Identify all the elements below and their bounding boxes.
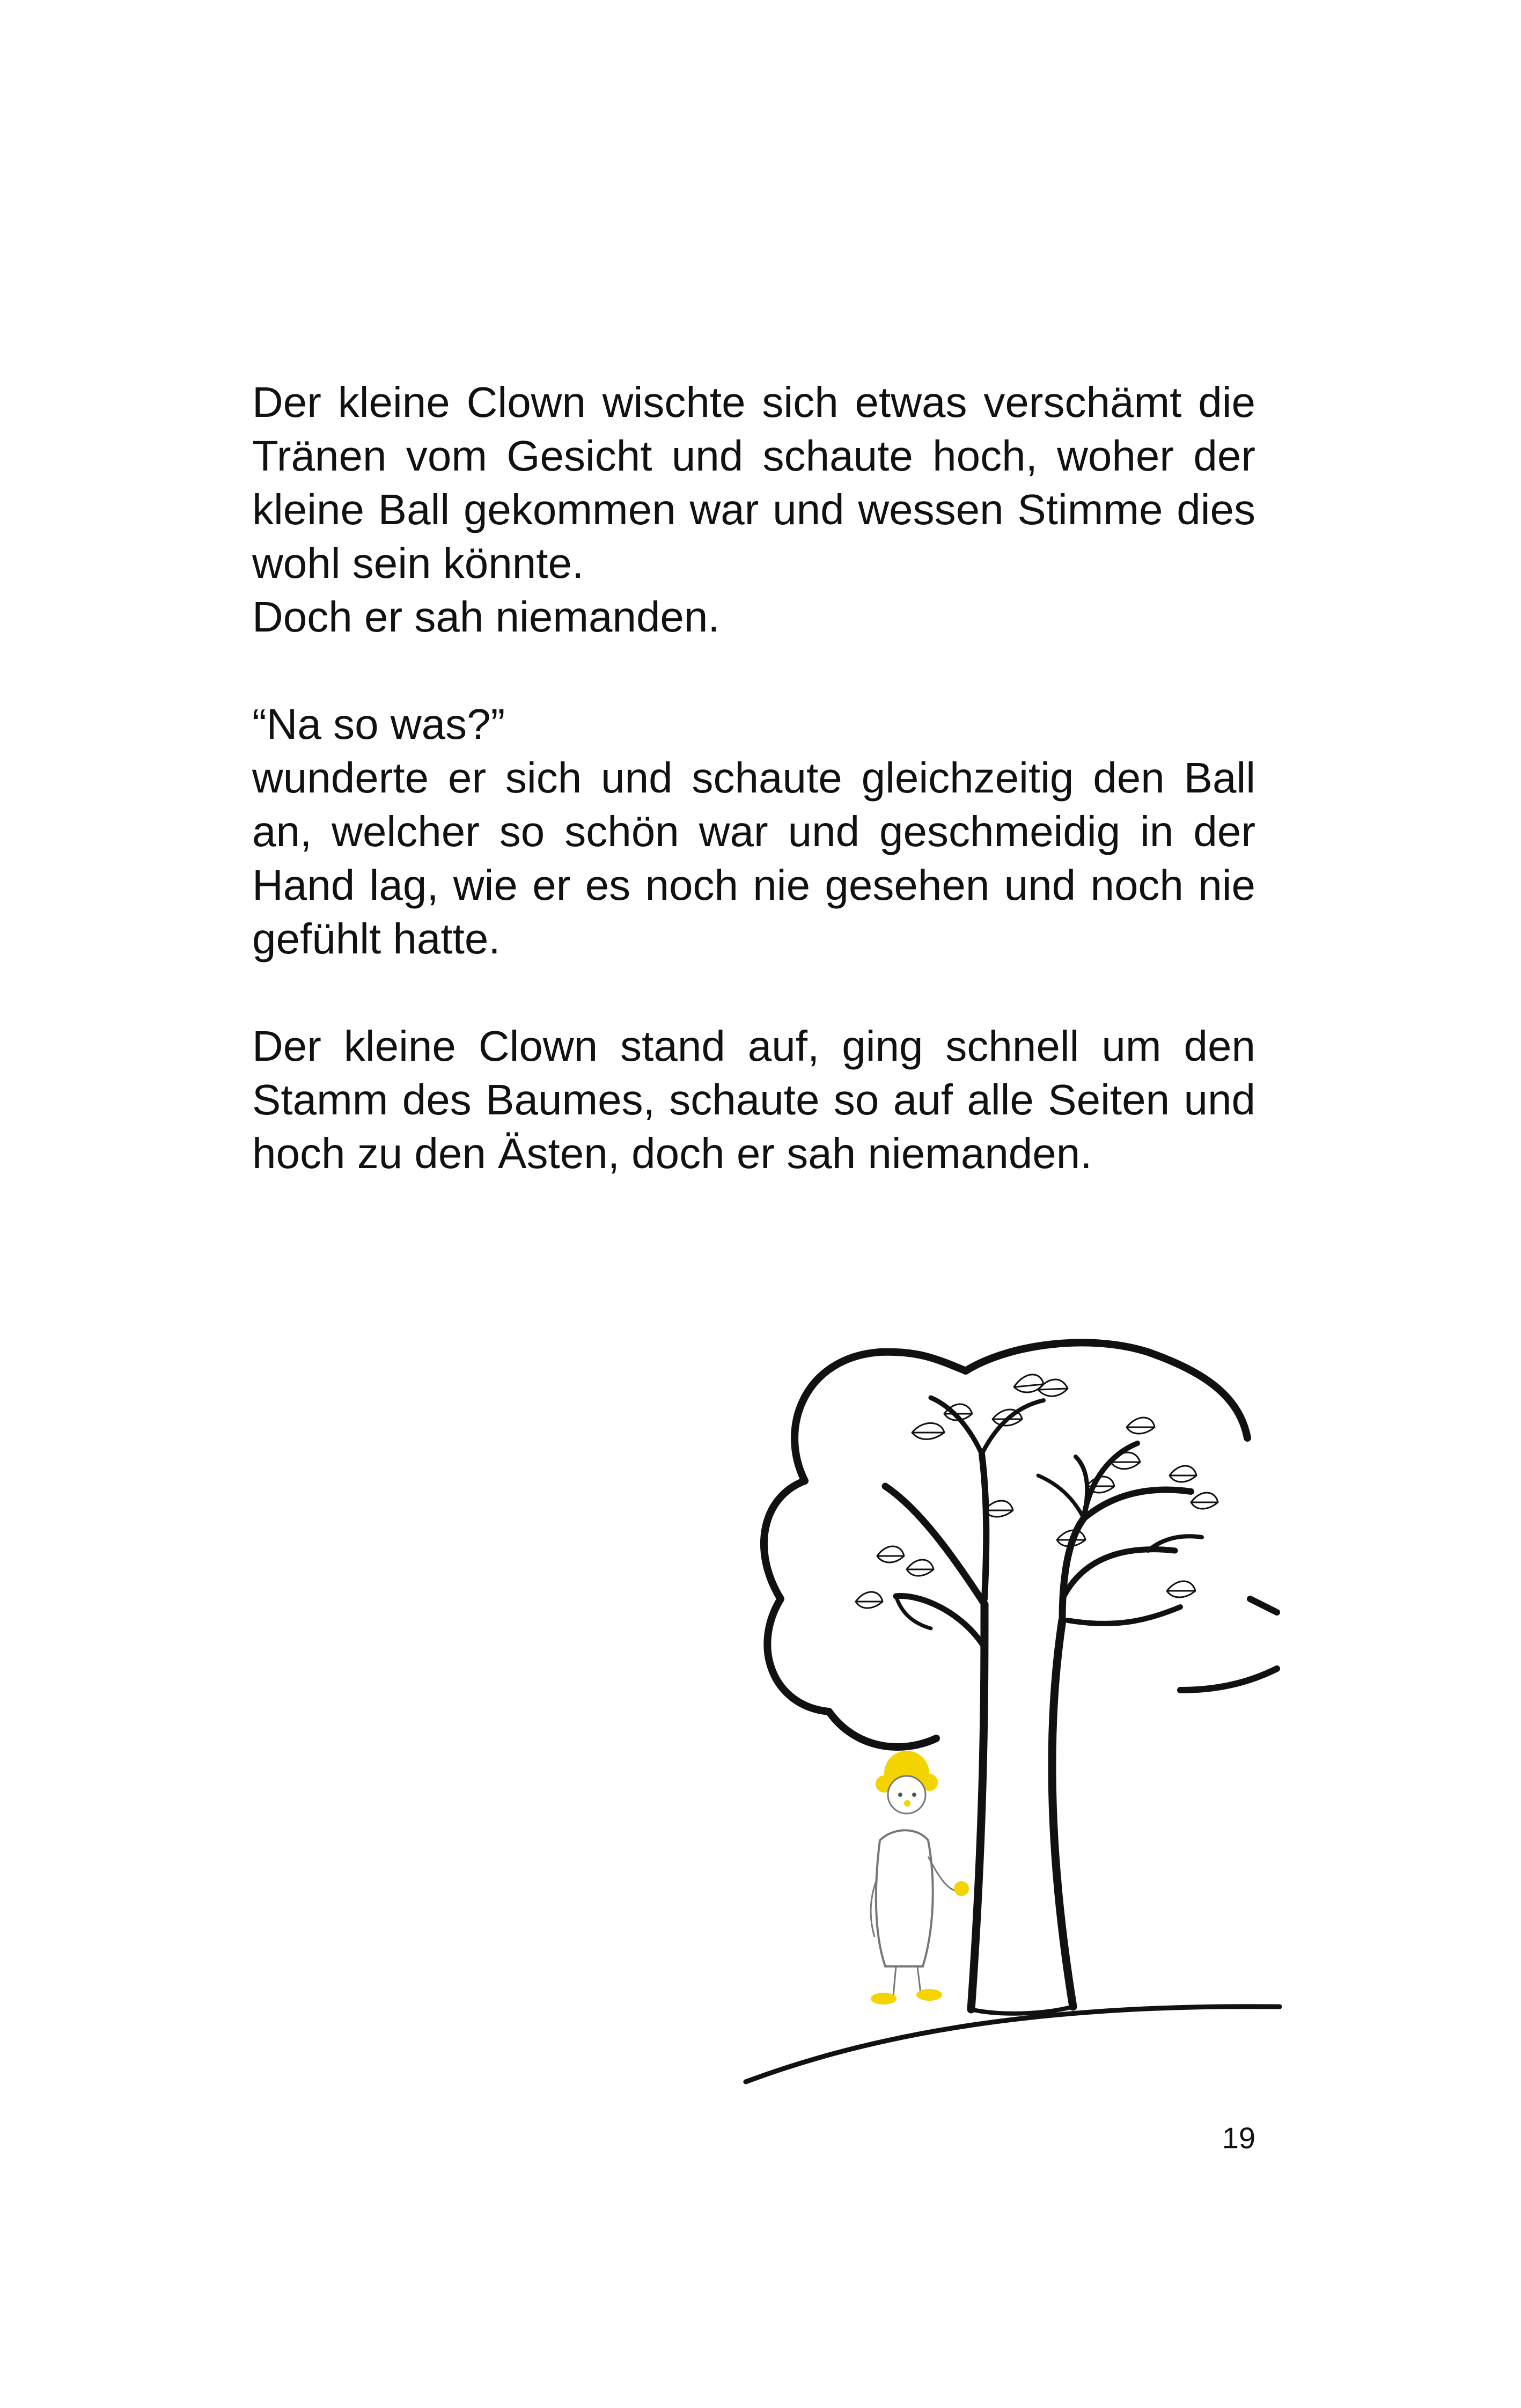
paragraph-3: Der kleine Clown stand auf, ging schnell um den Stamm des Baumes, schaute so auf alle Seiten und hoch zu den Ästen, doch er sah niemanden. xyxy=(252,1022,1255,1177)
paragraph-1: Der kleine Clown wischte sich etwas verschämt die Tränen vom Gesicht und schaute hoch, woher der kleine Ball gekommen war und wessen Stimme dies wohl sein könnte. xyxy=(252,378,1255,587)
paragraph-2: wunderte er sich und schaute gleichzeitig den Ball an, welcher so schön war und geschmeidig in der Hand lag, wie er es noch nie gesehen und noch nie gefühlt hatte. xyxy=(252,754,1255,963)
ball-icon xyxy=(954,1881,969,1896)
tree-icon xyxy=(746,1342,1280,2082)
tree-clown-illustration xyxy=(740,1320,1309,2114)
paragraph-spacer xyxy=(252,644,1255,698)
paragraph-1-followup: Doch er sah niemanden. xyxy=(252,593,720,641)
story-text xyxy=(252,376,1255,1180)
paragraph-spacer xyxy=(252,966,1255,1019)
paragraph-2-quote: “Na so was?” xyxy=(252,700,505,748)
page-number: 19 xyxy=(1222,2121,1255,2155)
clown-icon xyxy=(871,1751,960,2005)
